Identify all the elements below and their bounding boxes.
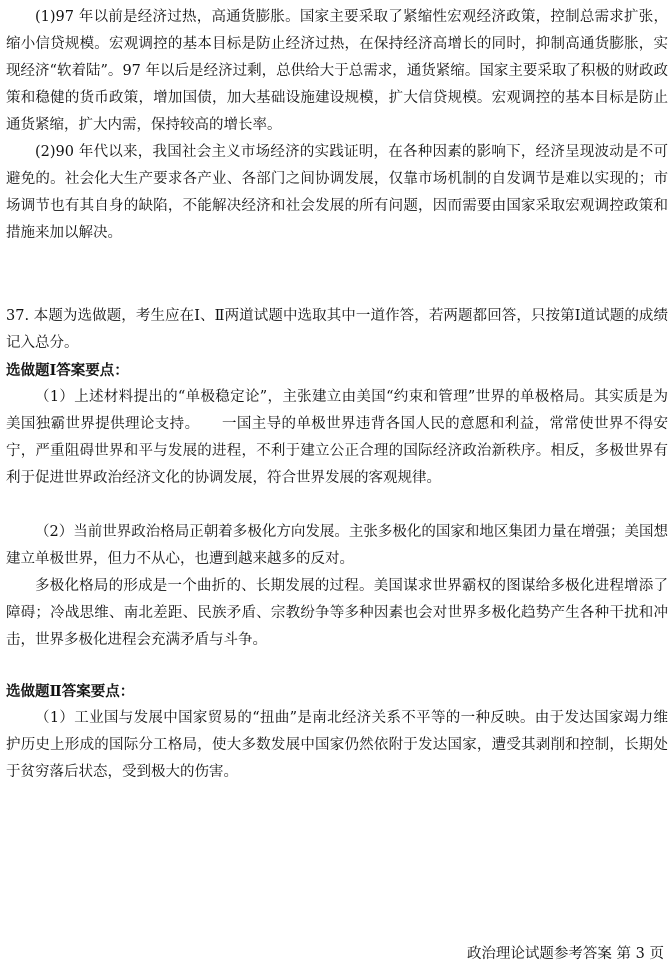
question-37-intro: 37. 本题为选做题，考生应在Ⅰ、Ⅱ两道试题中选取其中一道作答，若两题都回答，只按第Ⅰ道试题的成绩记入总分。 [6,308,668,351]
option-1-heading: 选做题Ⅰ答案要点： [6,362,129,379]
option-2-part-1: （1）工业国与发展中国家贸易的“扭曲”是南北经济关系不平等的一种反映。由于发达国家竭力维护历史上形成的国际分工格局，使大多数发展中国家仍然依附于发达国家，遭受其剥削和控制，长期处于贫穷落后状态，受到极大的伤害。 [6,710,668,780]
option-1-part-1: （1）上述材料提出的“单极稳定论”，主张建立由美国“约束和管理”世界的单极格局。其实质是为美国独霸世界提供理论支持。 一国主导的单极世界违背各国人民的意愿和利益，常常使世界不得安宁，严重阻碍世界和平与发展的进程，不利于建立公正合理的国际经济政治新秩序。相反，多极世界有利于促进世界政治经济文化的协调发展，符合世界发展的客观规律。 [6,389,668,486]
page-footer: 政治理论试题参考答案 第 3 页 [466,946,664,962]
answer-36-part-2: (2)90 年代以来，我国社会主义市场经济的实践证明，在各种因素的影响下，经济呈现波动是不可避免的。社会化大生产要求各产业、各部门之间协调发展，仅靠市场机制的自发调节是难以实现的；市场调节也有其自身的缺陷，不能解决经济和社会发展的所有问题，因而需要由国家采取宏观调控政策和措施来加以解决。 [6,144,668,241]
option-1-part-3: 多极化格局的形成是一个曲折的、长期发展的过程。美国谋求世界霸权的图谋给多极化进程增添了障碍；冷战思维、南北差距、民族矛盾、宗教纷争等多种因素也会对世界多极化趋势产生各种干扰和冲击，世界多极化进程会充满矛盾与斗争。 [6,578,668,648]
option-2-heading: 选做题Ⅱ答案要点： [6,683,135,700]
option-1-part-2: （2）当前世界政治格局正朝着多极化方向发展。主张多极化的国家和地区集团力量在增强；美国想建立单极世界，但力不从心，也遭到越来越多的反对。 [6,524,668,567]
answer-36-part-1: (1)97 年以前是经济过热，高通货膨胀。国家主要采取了紧缩性宏观经济政策，控制总需求扩张，缩小信贷规模。宏观调控的基本目标是防止经济过热，在保持经济高增长的同时，抑制高通货膨胀，实现经济“软着陆”。97 年以后是经济过剩，总供给大于总需求，通货紧缩。国家主要采取了积极的财政政策和稳健的货币政策，增加国债，加大基础设施建设规模，扩大信贷规模。宏观调控的基本目标是防止通货紧缩，扩大内需，保持较高的增长率。 [6,9,668,133]
